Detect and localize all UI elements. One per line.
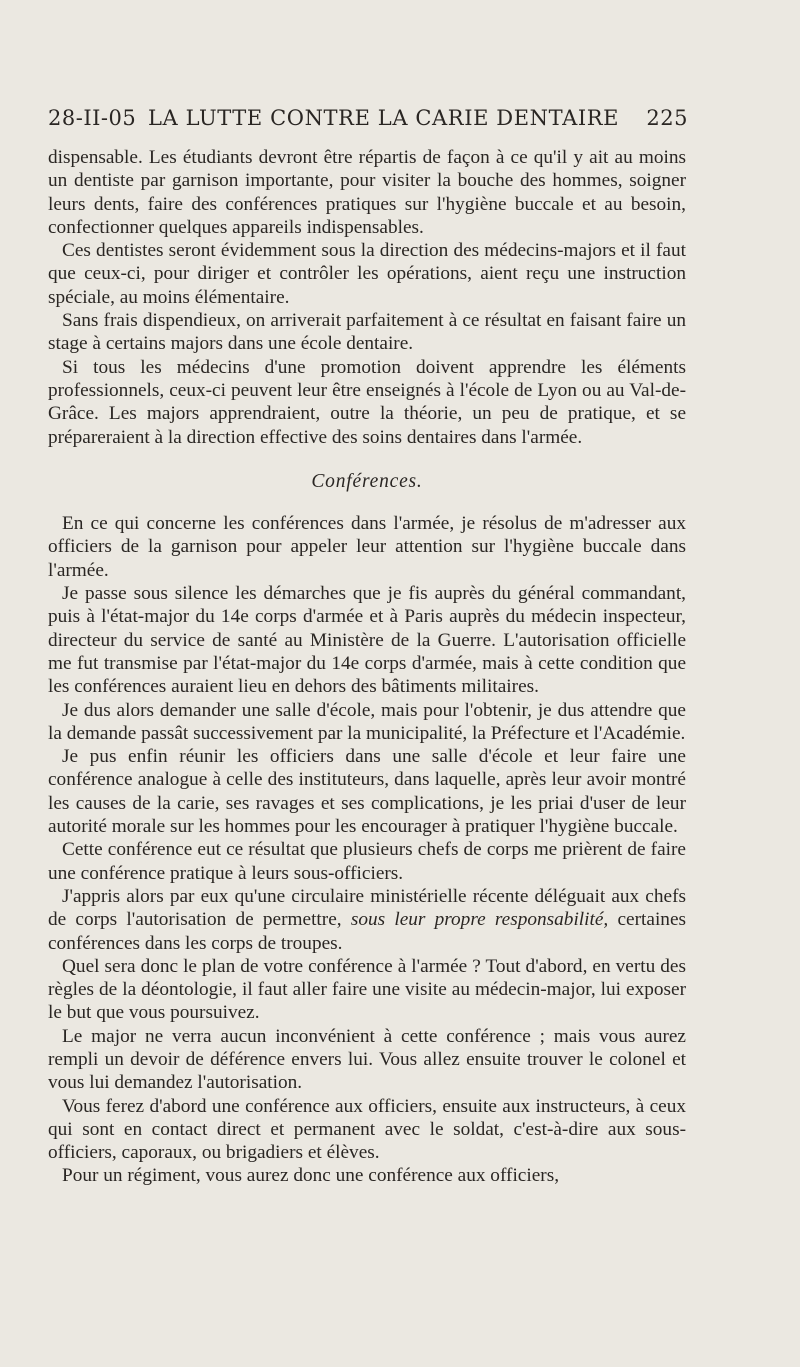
paragraph: Quel sera donc le plan de votre conférence à l'armée ? Tout d'abord, en vertu des règles de la déontologie, il faut aller faire une visite au médecin-major, lui exposer le but que vous poursuivez.	[48, 955, 686, 1024]
running-head	[48, 106, 688, 138]
header-date: 28-II-05	[48, 106, 137, 130]
header-title: LA LUTTE CONTRE LA CARIE DENTAIRE	[148, 106, 620, 130]
paragraph: Je passe sous silence les démarches que je fis auprès du général commandant, puis à l'état-major du 14e corps d'armée et à Paris auprès du médecin inspecteur, directeur du service de santé au Ministère de la Guerre. L'autorisation officielle me fut transmise par l'état-major du 14e corps d'armée, mais à cette condition que les conférences auraient lieu en dehors des bâtiments militaires.	[48, 583, 686, 698]
circular-text-italic: sous leur propre responsabilité,	[350, 909, 609, 931]
body-text	[48, 146, 686, 1188]
section-heading: Conférences.	[311, 470, 423, 492]
paragraph: Je pus enfin réunir les officiers dans une salle d'école et leur faire une conférence analogue à celle des instituteurs, dans laquelle, après leur avoir montré les causes de la carie, ses ravages et ses complications, je les priai d'user de leur autorité morale sur les hommes pour les encourager à pratiquer l'hygiène buccale.	[48, 746, 686, 838]
paragraph: dispensable. Les étudiants devront être répartis de façon à ce qu'il y ait au moins un dentiste par garnison importante, pour visiter la bouche des hommes, soigner leurs dents, faire des conférences pratiques sur l'hygiène buccale et au besoin, confectionner quelques appareils indispensables.	[48, 147, 686, 238]
paragraph: Pour un régiment, vous aurez donc une conférence aux officiers,	[62, 1165, 560, 1187]
paragraph: Si tous les médecins d'une promotion doivent apprendre les éléments professionnels, ceux-ci peuvent leur être enseignés à l'école de Lyon ou au Val-de-Grâce. Les majors apprendraient, outre la théorie, un peu de pratique, et se prépareraient à la direction effective des soins dentaires dans l'armée.	[48, 356, 686, 448]
page-number: 225	[646, 106, 688, 130]
circular-text-before: J'appris alors par eux qu'une circulaire ministérielle récente déléguait aux chefs de corps l'autorisation de permettre,	[48, 885, 686, 931]
paragraph: Je dus alors demander une salle d'école, mais pour l'obtenir, je dus attendre que la demande passât successivement par la municipalité, la Préfecture et l'Académie.	[48, 699, 686, 744]
paragraph: Le major ne verra aucun inconvénient à cette conférence ; mais vous aurez rempli un devoir de déférence envers lui. Vous allez ensuite trouver le colonel et vous lui demandez l'autorisation.	[48, 1025, 686, 1094]
paragraph: Ces dentistes seront évidemment sous la direction des médecins-majors et il faut que ceux-ci, pour diriger et contrôler les opérations, aient reçu une instruction spéciale, au moins élémentaire.	[48, 240, 686, 308]
paragraph: Cette conférence eut ce résultat que plusieurs chefs de corps me prièrent de faire une conférence pratique à leurs sous-officiers.	[48, 839, 686, 884]
paragraph: En ce qui concerne les conférences dans l'armée, je résolus de m'adresser aux officiers de la garnison pour appeler leur attention sur l'hygiène buccale dans l'armée.	[48, 513, 686, 581]
paragraph: Vous ferez d'abord une conférence aux officiers, ensuite aux instructeurs, à ceux qui sont en contact direct et permanent avec le soldat, c'est-à-dire aux sous-officiers, caporaux, ou brigadiers et élèves.	[48, 1095, 686, 1164]
paragraph: Sans frais dispendieux, on arriverait parfaitement à ce résultat en faisant faire un stage à certains majors dans une école dentaire.	[48, 310, 686, 355]
paragraph-circular	[48, 885, 686, 955]
circular-text-after: certaines conférences dans les corps de troupes.	[48, 909, 687, 954]
